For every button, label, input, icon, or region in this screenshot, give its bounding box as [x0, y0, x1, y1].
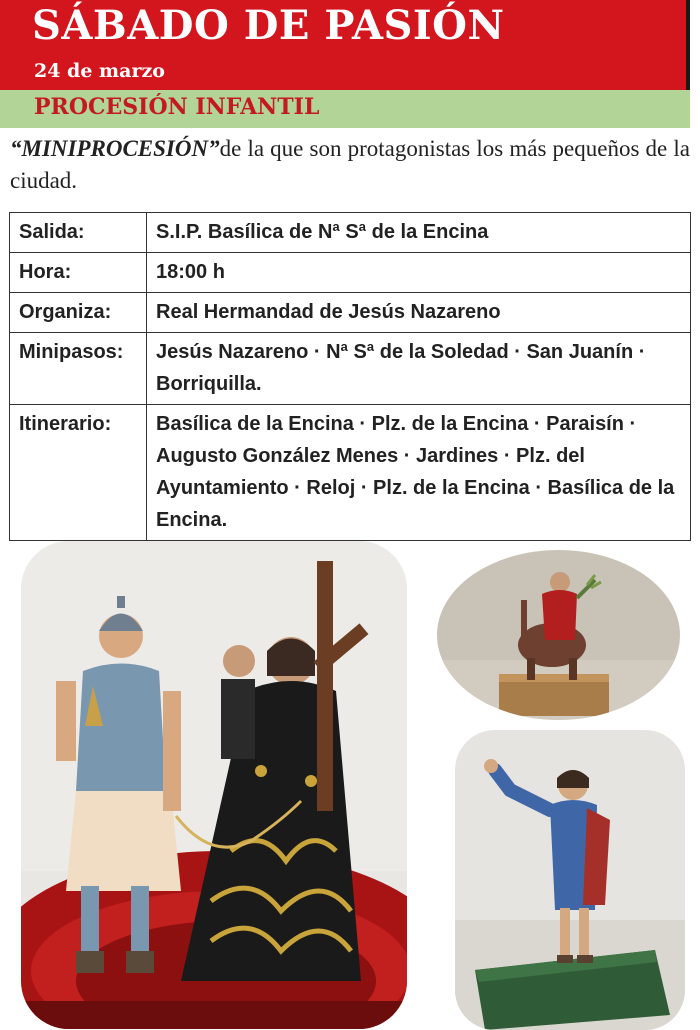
intro-paragraph	[10, 133, 690, 197]
row-label: Itinerario:	[10, 405, 147, 541]
photo-san-juanin	[455, 730, 685, 1030]
row-value: S.I.P. Basílica de Nª Sª de la Encina	[147, 213, 691, 253]
info-table	[9, 212, 691, 541]
intro-emphasis: “MINIPROCESIÓN”	[10, 136, 220, 161]
row-label: Organiza:	[10, 293, 147, 333]
row-label: Hora:	[10, 253, 147, 293]
page-title: SÁBADO DE PASIÓN	[32, 2, 505, 49]
photo-borriquilla	[437, 550, 680, 720]
intro-text: de la que son protagonistas los más pequeños de la ciudad.	[10, 136, 690, 193]
section-title: PROCESIÓN INFANTIL	[34, 94, 320, 120]
table-row	[10, 293, 691, 333]
row-value: Jesús Nazareno · Nª Sª de la Soledad · San Juanín · Borriquilla.	[147, 333, 691, 405]
event-date: 24 de marzo	[34, 60, 165, 82]
header-banner	[0, 0, 690, 90]
row-value: 18:00 h	[147, 253, 691, 293]
photo-jesus-nazareno	[21, 541, 407, 1029]
row-value: Real Hermandad de Jesús Nazareno	[147, 293, 691, 333]
row-label: Minipasos:	[10, 333, 147, 405]
row-value: Basílica de la Encina · Plz. de la Encina · Paraisín · Augusto González Menes · Jardines · Plz. del Ayuntamiento · Reloj · Plz. de la Encina · Basílica de la Encina.	[147, 405, 691, 541]
table-row	[10, 213, 691, 253]
table-row	[10, 253, 691, 293]
table-row	[10, 405, 691, 541]
section-banner	[0, 90, 690, 128]
row-label: Salida:	[10, 213, 147, 253]
table-row	[10, 333, 691, 405]
